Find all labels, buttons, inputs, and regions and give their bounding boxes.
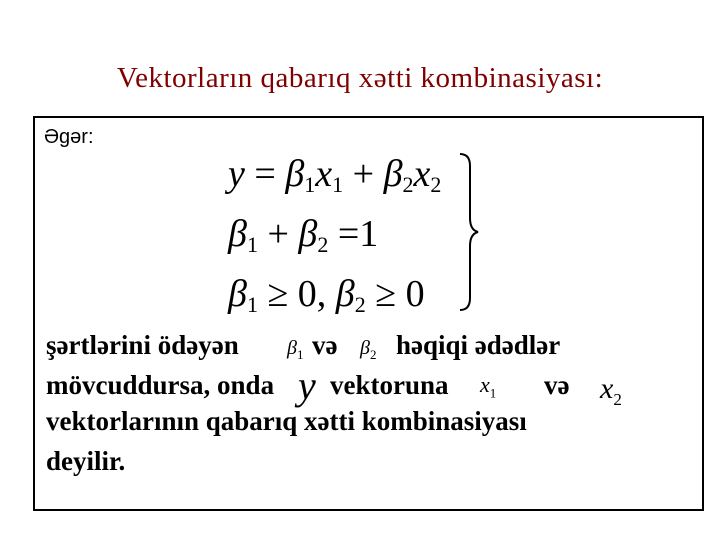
- statement-line-1-ve: [312, 330, 337, 361]
- eq1-plus: +: [343, 153, 384, 195]
- x2-inline-sub: 2: [613, 390, 622, 409]
- eq3-beta2: β: [335, 273, 355, 315]
- eq2-rhs: =1: [328, 213, 379, 255]
- equation-line-1: [228, 152, 441, 198]
- stmt-l1-part2: və: [312, 330, 338, 360]
- eq1-x2: x: [413, 153, 431, 195]
- y-inline: [298, 362, 316, 409]
- eq1-beta1-sub: 1: [304, 172, 316, 197]
- statement-line-2-ve: [544, 370, 569, 401]
- eq1-beta2-sub: 2: [402, 172, 414, 197]
- beta2-inline-sub: 2: [369, 347, 377, 362]
- eq1-eq: =: [244, 153, 286, 195]
- stmt-l2-part2: vektoruna: [330, 370, 449, 400]
- eq1-x1-sub: 1: [332, 172, 344, 197]
- eq3-beta2-sub: 2: [354, 292, 366, 317]
- statement-line-1: [46, 330, 239, 361]
- system-brace: [458, 152, 480, 312]
- statement-line-2: [46, 370, 274, 401]
- x1-inline: [480, 372, 496, 401]
- eq3-mid: ≥ 0,: [257, 273, 336, 315]
- slide-title: Vektorların qabarıq xətti kombinasiyası:: [116, 62, 604, 94]
- eq2-beta2: β: [298, 213, 318, 255]
- beta2-inline-glyph: β: [360, 337, 370, 359]
- eq1-beta2: β: [383, 153, 403, 195]
- eq1-y: y: [228, 153, 245, 195]
- stmt-l2-part1: mövcuddursa, onda: [46, 370, 275, 400]
- y-inline-glyph: y: [298, 363, 316, 408]
- stmt-l1-part3: həqiqi ədədlər: [396, 330, 561, 360]
- beta1-inline: [287, 337, 303, 363]
- beta1-inline-glyph: β: [287, 337, 297, 359]
- x1-inline-sub: 1: [489, 385, 497, 401]
- eq3-beta1-sub: 1: [246, 292, 258, 317]
- beta1-inline-sub: 1: [296, 347, 304, 362]
- equation-line-2: [228, 212, 378, 258]
- eq3-beta1: β: [228, 273, 247, 315]
- x2-inline: [600, 372, 622, 410]
- statement-line-2-vec: [330, 370, 449, 401]
- eq1-beta1: β: [285, 153, 305, 195]
- beta2-inline: [360, 337, 376, 363]
- stmt-l2-part3: və: [544, 370, 570, 400]
- eq2-beta1: β: [228, 213, 247, 255]
- eq2-plus: +: [257, 213, 299, 255]
- equation-line-3: [228, 272, 425, 318]
- x1-inline-glyph: x: [480, 372, 490, 397]
- statement-line-3: vektorlarının qabarıq xətti kombinasiyası: [46, 406, 527, 436]
- eq1-x1: x: [315, 153, 333, 195]
- statement-line-1-end: [396, 330, 560, 361]
- eq3-rhs: ≥ 0: [365, 273, 425, 315]
- eq1-x2-sub: 2: [430, 172, 442, 197]
- condition-label: Əgər:: [44, 126, 94, 148]
- eq2-beta2-sub: 2: [317, 232, 329, 257]
- x2-inline-glyph: x: [600, 372, 614, 405]
- stmt-l1-part1: şərtlərini ödəyən: [46, 330, 239, 360]
- statement-line-4: deyilir.: [46, 446, 126, 476]
- eq2-beta1-sub: 1: [246, 232, 258, 257]
